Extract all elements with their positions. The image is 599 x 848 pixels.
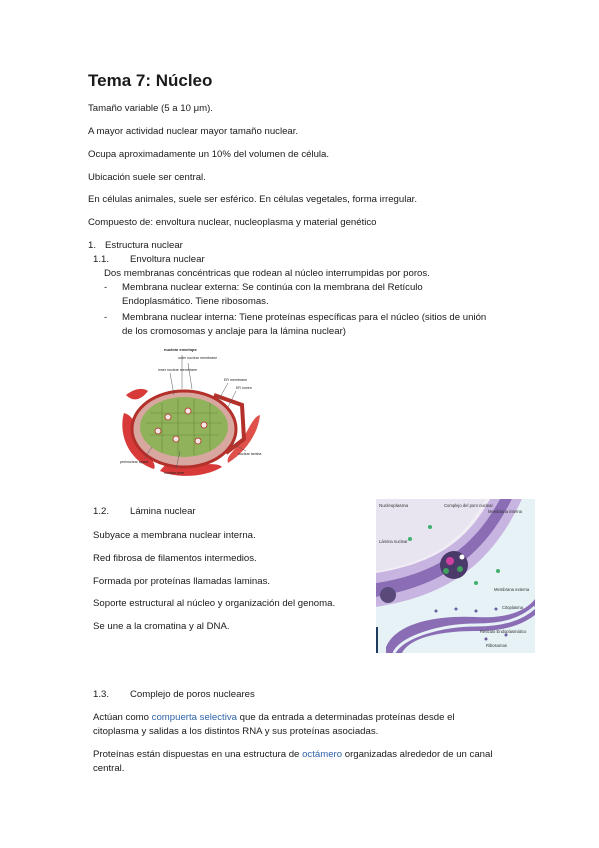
paragraph: [93, 748, 492, 761]
highlight-link: compuerta selectiva: [151, 712, 237, 723]
intro-line: A mayor actividad nuclear mayor tamaño nuclear.: [88, 126, 299, 137]
label-reticulo: Retículo Endoplasmático: [480, 629, 527, 634]
label-citoplasma: Citoplasma: [502, 605, 523, 610]
subsection-heading: Envoltura nuclear: [130, 254, 205, 265]
text-run: organizadas alrededor de un canal: [342, 749, 493, 760]
paragraph: [93, 711, 455, 724]
label-outer-membrane: outer nuclear membrane: [178, 356, 218, 360]
subsection-number: 1.2.: [93, 506, 110, 517]
intro-line: Compuesto de: envoltura nuclear, nucleoplasma y material genético: [88, 217, 377, 228]
bullet-text: Membrana nuclear interna: Tiene proteínas específicas para el núcleo (sitios de unión: [122, 312, 487, 323]
nuclear-envelope-figure: [118, 343, 278, 481]
bullet-dash: -: [104, 312, 108, 323]
intro-line: Ubicación suele ser central.: [88, 172, 206, 183]
label-nuclear-envelope: nuclear envelope: [164, 347, 197, 352]
label-membrana-externa: Membrana externa: [494, 587, 530, 592]
section-heading: Estructura nuclear: [105, 240, 183, 251]
label-perinuclear-space: perinuclear space: [120, 460, 149, 464]
bullet-text: Membrana nuclear externa: Se continúa con la membrana del Retículo: [122, 282, 423, 293]
paragraph: Dos membranas concéntricas que rodean al núcleo interrumpidas por poros.: [104, 268, 430, 279]
intro-line: En células animales, suele ser esférico. En células vegetales, forma irregular.: [88, 194, 418, 205]
label-nucleoplasma: Nucleoplasma: [379, 503, 409, 508]
intro-line: Tamaño variable (5 a 10 μm).: [88, 103, 213, 114]
label-nuclear-lamina: nuclear lamina: [238, 452, 262, 456]
paragraph: Soporte estructural al núcleo y organización del genoma.: [93, 598, 336, 609]
page-title: Tema 7: Núcleo: [88, 71, 213, 90]
text-run: Actúan como: [93, 712, 152, 723]
label-ribosomas: Ribosomas: [486, 643, 507, 648]
intro-line: Ocupa aproximadamente un 10% del volumen de célula.: [88, 149, 330, 160]
label-complejo-poro: Complejo del poro nuclear: [444, 503, 493, 508]
label-er-lumen: ER lumen: [236, 386, 252, 390]
label-nuclear-pore: nuclear pore: [164, 471, 184, 475]
subsection-heading: Lámina nuclear: [130, 506, 196, 517]
subsection-heading: Complejo de poros nucleares: [130, 689, 255, 700]
text-run: Proteínas están dispuestas en una estructura de: [93, 749, 303, 760]
pore-complex: [440, 551, 468, 579]
chromatin-blob: [380, 587, 396, 603]
paragraph: Subyace a membrana nuclear interna.: [93, 530, 256, 541]
subsection-number: 1.1.: [93, 254, 110, 265]
bullet-dash: -: [104, 282, 108, 293]
paragraph: Formada por proteínas llamadas laminas.: [93, 576, 271, 587]
nuclear-pore-figure: [376, 499, 535, 653]
label-lamina-nuclear: Lámina nuclear: [379, 539, 408, 544]
label-er-membrane: ER membrane: [224, 378, 248, 382]
text-run: que da entrada a determinadas proteínas desde el: [237, 712, 455, 723]
paragraph: central.: [93, 763, 125, 774]
paragraph: Se une a la cromatina y al DNA.: [93, 621, 230, 632]
highlight-link: octámero: [302, 749, 343, 760]
section-number: 1.: [88, 240, 97, 251]
bullet-text: Endoplasmático. Tiene ribosomas.: [122, 296, 269, 307]
paragraph: citoplasma y salidas a los distintos RNA y sus proteínas asociadas.: [93, 726, 379, 737]
paragraph: Red fibrosa de filamentos intermedios.: [93, 553, 257, 564]
label-membrana-interna: Membrana interna: [488, 509, 522, 514]
bullet-text: de los cromosomas y anclaje para la lámina nuclear): [122, 326, 346, 337]
label-inner-membrane: inner nuclear membrane: [158, 368, 197, 372]
subsection-number: 1.3.: [93, 689, 110, 700]
